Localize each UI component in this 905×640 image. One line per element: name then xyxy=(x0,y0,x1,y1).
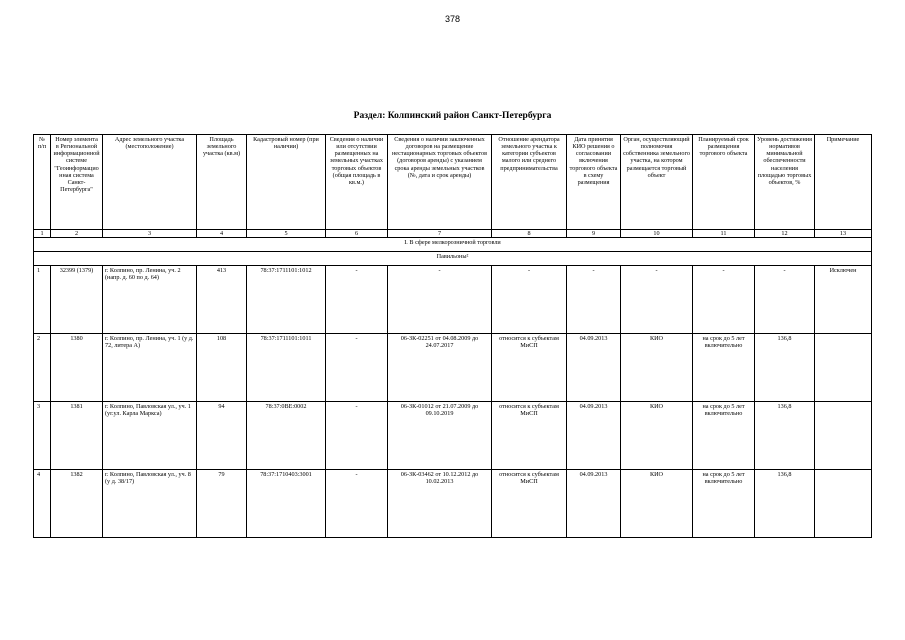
header-row xyxy=(34,135,872,230)
cell-owner: КИО xyxy=(621,470,693,538)
cell-objects: - xyxy=(326,402,388,470)
table-row xyxy=(34,266,872,334)
cell-area: 108 xyxy=(197,334,247,402)
column-number: 6 xyxy=(326,230,388,238)
cell-level: 136,8 xyxy=(755,402,815,470)
subgroup-row xyxy=(34,252,872,266)
column-number: 13 xyxy=(815,230,872,238)
cell-cadastral: 78:37:1711101:1011 xyxy=(247,334,326,402)
cell-decision-date: 04.09.2013 xyxy=(567,334,621,402)
cell-term: на срок до 5 лет включительно xyxy=(693,470,755,538)
cell-level: 136,8 xyxy=(755,334,815,402)
cell-element: 1380 xyxy=(51,334,103,402)
col-header-element: Номер элемента в Региональной информационной системе "Геоинформационная система Санкт-Петербурга" xyxy=(51,135,103,230)
col-header-level: Уровень достижения нормативов минимальной обеспеченности населения площадью торговых объектов, % xyxy=(755,135,815,230)
cell-objects: - xyxy=(326,266,388,334)
cell-cadastral: 78:37:1711101:1012 xyxy=(247,266,326,334)
cell-num: 1 xyxy=(34,266,51,334)
cell-owner: КИО xyxy=(621,334,693,402)
cell-element: 1381 xyxy=(51,402,103,470)
cell-term: на срок до 5 лет включительно xyxy=(693,334,755,402)
col-header-cadastral: Кадастровый номер (при наличии) xyxy=(247,135,326,230)
cell-owner: КИО xyxy=(621,402,693,470)
col-header-address: Адрес земельного участка (местоположение) xyxy=(103,135,197,230)
cell-smsp: относится к субъектам МиСП xyxy=(492,402,567,470)
col-header-owner: Орган, осуществляющий полномочия собственника земельного участка, на котором размещается торговый объект xyxy=(621,135,693,230)
column-number: 3 xyxy=(103,230,197,238)
cell-level: 136,8 xyxy=(755,470,815,538)
column-number: 12 xyxy=(755,230,815,238)
cell-objects: - xyxy=(326,470,388,538)
cell-num: 2 xyxy=(34,334,51,402)
cell-element: 32399 (1379) xyxy=(51,266,103,334)
cell-decision-date: - xyxy=(567,266,621,334)
cell-level: - xyxy=(755,266,815,334)
cell-smsp: относится к субъектам МиСП xyxy=(492,334,567,402)
table-row xyxy=(34,334,872,402)
col-header-contracts: Сведения о наличии заключенных договоров на размещение нестационарных торговых объектов (договоров аренды) с указанием срока аренды земельных участков (№, дата и срок аренды) xyxy=(388,135,492,230)
cell-objects: - xyxy=(326,334,388,402)
cell-cadastral: 78:37:1710403:3001 xyxy=(247,470,326,538)
cell-decision-date: 04.09.2013 xyxy=(567,402,621,470)
cell-num: 3 xyxy=(34,402,51,470)
column-number: 7 xyxy=(388,230,492,238)
cell-smsp: относится к субъектам МиСП xyxy=(492,470,567,538)
cell-num: 4 xyxy=(34,470,51,538)
cell-contracts: 06-ЗК-01012 от 21.07.2009 до 09.10.2019 xyxy=(388,402,492,470)
column-number: 8 xyxy=(492,230,567,238)
column-number-row xyxy=(34,230,872,238)
col-header-smsp: Отношение арендатора земельного участка к категории субъектов малого или среднего предпринимательства xyxy=(492,135,567,230)
group-label: I. В сфере мелкорозничной торговли xyxy=(34,238,872,252)
cell-note: Исключен xyxy=(815,266,872,334)
column-number: 4 xyxy=(197,230,247,238)
cell-area: 413 xyxy=(197,266,247,334)
cell-area: 94 xyxy=(197,402,247,470)
col-header-objects: Сведения о наличии или отсутствии размещенных на земельных участках торговых объектов (общая площадь в кв.м.) xyxy=(326,135,388,230)
column-number: 9 xyxy=(567,230,621,238)
column-number: 2 xyxy=(51,230,103,238)
subgroup-label: Павильоны² xyxy=(34,252,872,266)
cell-owner: - xyxy=(621,266,693,334)
register-table xyxy=(33,134,872,538)
group-row xyxy=(34,238,872,252)
cell-note xyxy=(815,402,872,470)
col-header-num: № п/п xyxy=(34,135,51,230)
cell-area: 79 xyxy=(197,470,247,538)
cell-term: на срок до 5 лет включительно xyxy=(693,402,755,470)
cell-contracts: 06-ЗК-03462 от 10.12.2012 до 10.02.2013 xyxy=(388,470,492,538)
cell-smsp: - xyxy=(492,266,567,334)
table-row xyxy=(34,470,872,538)
page-number: 378 xyxy=(444,14,461,24)
cell-address: г. Колпино, пр. Ленина, уч. 2 (напр. д. 60 по д. 64) xyxy=(103,266,197,334)
cell-term: - xyxy=(693,266,755,334)
cell-cadastral: 78:37:0ВЕ:0002 xyxy=(247,402,326,470)
cell-decision-date: 04.09.2013 xyxy=(567,470,621,538)
column-number: 11 xyxy=(693,230,755,238)
col-header-decision-date: Дата принятия КИО решения о согласовании включения торгового объекта в схему размещения xyxy=(567,135,621,230)
cell-note xyxy=(815,470,872,538)
col-header-note: Примечание xyxy=(815,135,872,230)
cell-contracts: 06-ЗК-02251 от 04.08.2009 до 24.07.2017 xyxy=(388,334,492,402)
table-row xyxy=(34,402,872,470)
cell-element: 1382 xyxy=(51,470,103,538)
cell-note xyxy=(815,334,872,402)
cell-address: г. Колпино, Павловская ул., уч. 8 (у д. 38/17) xyxy=(103,470,197,538)
cell-address: г. Колпино, пр. Ленина, уч. 1 (у д. 72, литера А) xyxy=(103,334,197,402)
cell-address: г. Колпино, Павловская ул., уч. 1 (уг.ул. Карла Маркса) xyxy=(103,402,197,470)
column-number: 1 xyxy=(34,230,51,238)
cell-contracts: - xyxy=(388,266,492,334)
col-header-area: Площадь земельного участка (кв.м) xyxy=(197,135,247,230)
section-title: Раздел: Колпинский район Санкт-Петербурга xyxy=(353,111,552,121)
col-header-term: Планируемый срок размещения торгового объекта xyxy=(693,135,755,230)
column-number: 5 xyxy=(247,230,326,238)
column-number: 10 xyxy=(621,230,693,238)
